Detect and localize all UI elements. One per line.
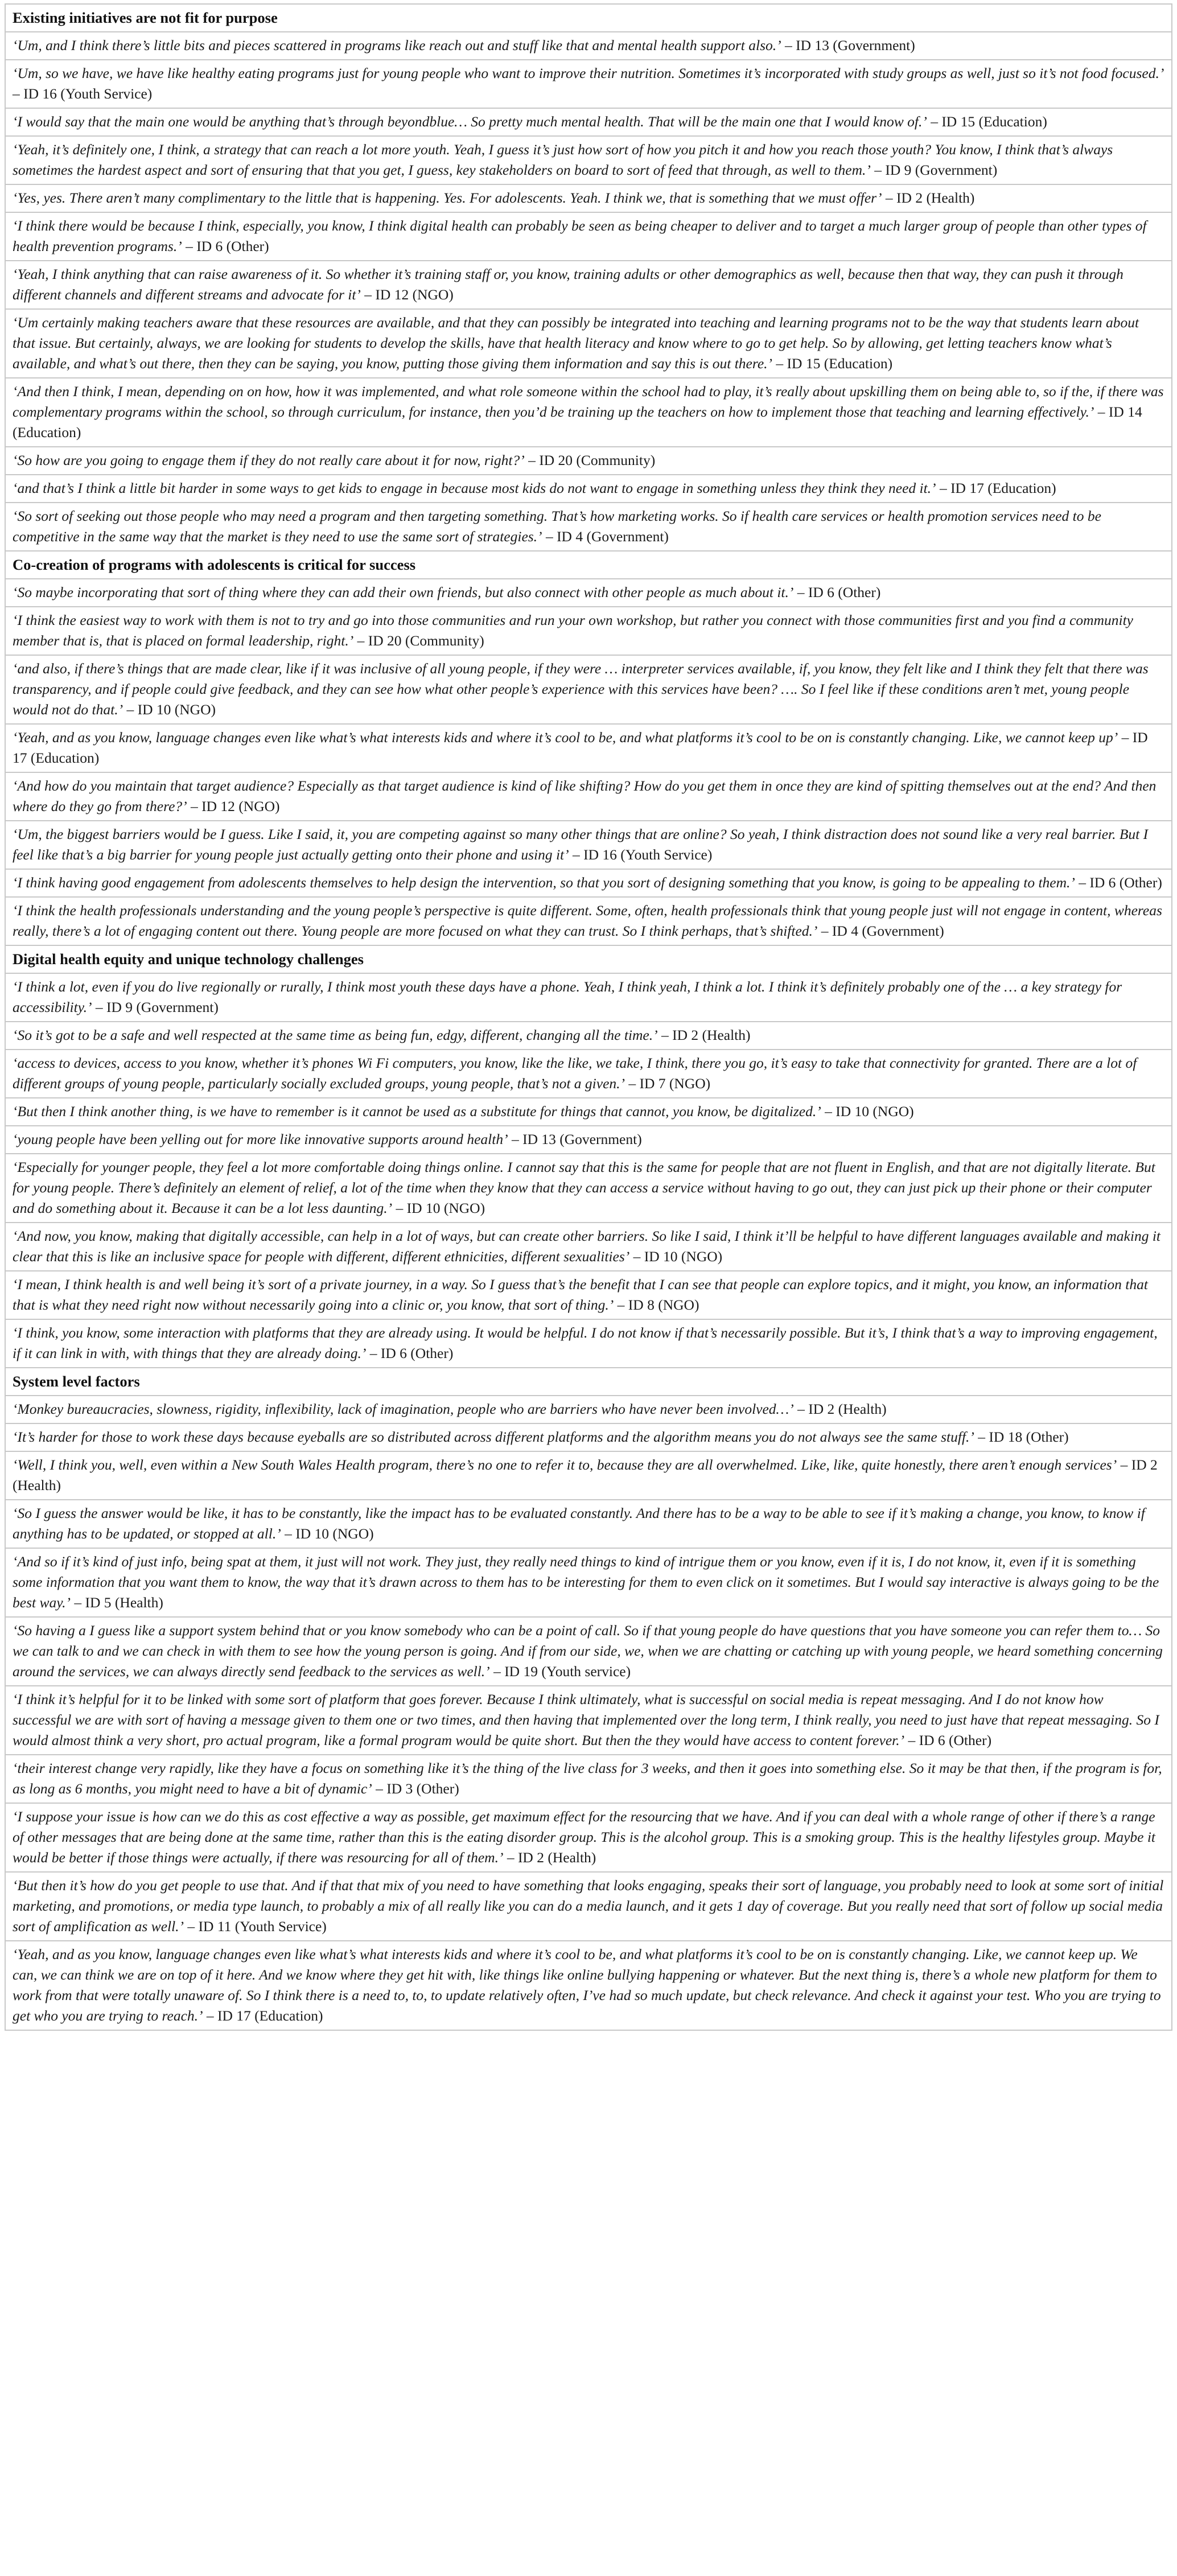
quote-cell bbox=[5, 32, 1172, 60]
quote-cell bbox=[5, 1022, 1172, 1050]
quote-cell bbox=[5, 1755, 1172, 1803]
quote-text: ‘and that’s I think a little bit harder in some ways to get kids to engage in because most kids do not want to engage in something unless they think they need it.’ bbox=[13, 480, 936, 496]
quote-text: ‘But then I think another thing, is we have to remember is it cannot be used as a substitute for things that cannot, you know, be digitalized.’ bbox=[13, 1103, 821, 1120]
quote-cell bbox=[5, 447, 1172, 475]
quote-row bbox=[5, 1271, 1172, 1319]
quote-text: ‘I would say that the main one would be anything that’s through beyondblue… So pretty much mental health. That will be the main one that I would know of.’ bbox=[13, 113, 927, 130]
quote-text: ‘I think it’s helpful for it to be linked with some sort of platform that goes forever. Because I think ultimately, what is successful on social media is repeat messaging. And I do not know how successful we are with sort of having a message given to them one or two times, and then having that implemented over the long term, I think really, you need to just have that repeat messaging. So I would almost think a very short, pro actual program, like a formal program would be quite short. But then the they would have access to content forever.’ bbox=[13, 1691, 1159, 1748]
quote-text: ‘I think, you know, some interaction with platforms that they are already using. It would be helpful. I do not know if that’s necessarily possible. But it’s, I think that’s a way to improving engagement, if it can link in with, with things that they are already doing.’ bbox=[13, 1324, 1158, 1361]
quote-cell bbox=[5, 1396, 1172, 1423]
quote-row bbox=[5, 1319, 1172, 1368]
participant-attribution: – ID 17 (Education) bbox=[936, 480, 1056, 496]
quote-text: ‘I suppose your issue is how can we do this as cost effective a way as possible, get maximum effect for the resourcing that we have. And if you can deal with a whole range of other if there’s a range of other messages that are being done at the same time, rather than this is the eating disorder group. This is the alcohol group. This is a smoking group. This is the healthy lifestyles group. Maybe it would be better if those things were actually, if there was resourcing for all of them.’ bbox=[13, 1808, 1156, 1866]
quote-cell bbox=[5, 1451, 1172, 1500]
quote-text: ‘Um, so we have, we have like healthy eating programs just for young people who want to improve their nutrition. Sometimes it’s incorporated with study groups as well, just so it’s not food focused.’ bbox=[13, 65, 1164, 81]
quote-cell bbox=[5, 1098, 1172, 1126]
quote-row bbox=[5, 1098, 1172, 1126]
quote-cell bbox=[5, 378, 1172, 447]
quote-cell bbox=[5, 1319, 1172, 1368]
theme-heading: Co-creation of programs with adolescents is critical for success bbox=[5, 551, 1172, 579]
quote-text: ‘access to devices, access to you know, whether it’s phones Wi Fi computers, you know, like the like, we take, I think, there you go, it’s easy to take that connectivity for granted. There are a lot of different groups of young people, particularly socially excluded groups, young people, that’s not a given.’ bbox=[13, 1055, 1137, 1092]
quote-row bbox=[5, 973, 1172, 1022]
participant-attribution: – ID 20 (Community) bbox=[353, 632, 484, 649]
participant-attribution: – ID 13 (Government) bbox=[781, 37, 915, 54]
quote-row bbox=[5, 1154, 1172, 1223]
participant-attribution: – ID 2 (Health) bbox=[793, 1401, 887, 1417]
quote-text: ‘So it’s got to be a safe and well respected at the same time as being fun, edgy, different, changing all the time.’ bbox=[13, 1027, 658, 1043]
participant-attribution: – ID 9 (Government) bbox=[870, 162, 998, 178]
quote-text: ‘I mean, I think health is and well being it’s sort of a private journey, in a way. So I guess that’s the benefit that I can see that people can explore topics, and it might, you know, an information that that is what they need right now without necessarily going into a clinic or, you know, that sort of thing.’ bbox=[13, 1276, 1148, 1313]
quote-cell bbox=[5, 1126, 1172, 1154]
quote-cell bbox=[5, 60, 1172, 108]
quote-cell bbox=[5, 1872, 1172, 1941]
quote-cell bbox=[5, 184, 1172, 212]
participant-attribution: – ID 2 (Health) bbox=[503, 1849, 596, 1866]
participant-attribution: – ID 7 (NGO) bbox=[625, 1075, 711, 1092]
quote-cell bbox=[5, 1223, 1172, 1271]
quote-row bbox=[5, 32, 1172, 60]
quote-row bbox=[5, 503, 1172, 551]
quote-row bbox=[5, 1223, 1172, 1271]
quote-text: ‘I think there would be because I think, especially, you know, I think digital health can probably be seen as being cheaper to deliver and to target a much larger group of people than other types of health prevention programs.’ bbox=[13, 217, 1147, 254]
quote-row bbox=[5, 60, 1172, 108]
participant-attribution: – ID 20 (Community) bbox=[524, 452, 656, 468]
participant-attribution: – ID 2 (Health) bbox=[657, 1027, 751, 1043]
quote-text: ‘and also, if there’s things that are made clear, like if it was inclusive of all young people, if they were … interpreter services available, if, you know, they felt like and I think they felt that there was transparency, and if people could give feedback, and they can see how what other people’s experience with this services have been? …. So I feel like if these conditions aren’t met, young people would not do that.’ bbox=[13, 660, 1149, 718]
participant-attribution: – ID 6 (Other) bbox=[793, 584, 881, 600]
quote-text: ‘So having a I guess like a support system behind that or you know somebody who can be a point of call. So if that young people do have questions that you have someone you can refer them to… So we can talk to and we can check in with them to see how the young person is going. And if from our side, we, when we are chatting or catching up with young people, we heard something concerning around the services, we can always directly send feedback to the services as well.’ bbox=[13, 1622, 1163, 1680]
quote-row bbox=[5, 897, 1172, 945]
quote-text: ‘So sort of seeking out those people who may need a program and then targeting something. That’s how marketing works. So if health care services or health promotion services need to be competitive in the same way that the market is they need to use the same sort of strategies.’ bbox=[13, 508, 1101, 545]
quote-cell bbox=[5, 261, 1172, 309]
quote-row bbox=[5, 447, 1172, 475]
participant-attribution: – ID 18 (Other) bbox=[974, 1429, 1069, 1445]
quote-cell bbox=[5, 1154, 1172, 1223]
quote-cell bbox=[5, 1686, 1172, 1755]
quote-text: ‘And how do you maintain that target audience? Especially as that target audience is kind of like shifting? How do you get them in once they are kind of spitting themselves out at the end? And then where do they go from there?’ bbox=[13, 777, 1157, 814]
participant-attribution: – ID 14 (Education) bbox=[13, 404, 1142, 441]
quote-text: ‘Yeah, and as you know, language changes even like what’s what interests kids and where it’s cool to be, and what platforms it’s cool to be on is constantly changing. Like, we cannot keep up’ bbox=[13, 729, 1118, 746]
quote-text: ‘young people have been yelling out for more like innovative supports around health’ bbox=[13, 1131, 508, 1147]
quote-row bbox=[5, 136, 1172, 184]
participant-attribution: – ID 12 (NGO) bbox=[187, 798, 280, 814]
quote-row bbox=[5, 309, 1172, 378]
quote-cell bbox=[5, 655, 1172, 724]
quote-cell bbox=[5, 108, 1172, 136]
quote-text: ‘Um, the biggest barriers would be I guess. Like I said, it, you are competing against so many other things that are online? So yeah, I think distraction does not sound like a very real barrier. But I feel like that’s a big barrier for young people just actually getting onto their phone and using it’ bbox=[13, 826, 1149, 863]
quote-row bbox=[5, 108, 1172, 136]
quote-text: ‘I think the health professionals understanding and the young people’s perspective is quite different. Some, often, health professionals think that young people just will not engage in content, whereas really, there’s a lot of engaging content out there. Young people are more focused on what they can trust. So I think perhaps, that’s shifted.’ bbox=[13, 902, 1162, 939]
quote-row bbox=[5, 1803, 1172, 1872]
quote-row bbox=[5, 1548, 1172, 1617]
quote-text: ‘Especially for younger people, they feel a lot more comfortable doing things online. I cannot say that this is the same for people that are not fluent in English, and that are not digitally literate. But for young people. There’s definitely an element of relief, a lot of the time when they know that they can access a service without having to go out, they can just pick up their phone or their computer and do something about it. Because it can be a lot less daunting.’ bbox=[13, 1159, 1155, 1216]
quote-row bbox=[5, 724, 1172, 772]
quote-row bbox=[5, 1755, 1172, 1803]
participant-attribution: – ID 19 (Youth service) bbox=[489, 1663, 631, 1680]
quote-row bbox=[5, 1872, 1172, 1941]
quote-cell bbox=[5, 897, 1172, 945]
quote-text: ‘their interest change very rapidly, like they have a focus on something like it’s the thing of the live class for 3 weeks, and then it goes into something else. So it may be that then, if the program is for, as long as 6 months, you might need to have a bit of dynamic’ bbox=[13, 1760, 1162, 1797]
theme-heading: System level factors bbox=[5, 1368, 1172, 1396]
quote-row bbox=[5, 378, 1172, 447]
theme-heading-row bbox=[5, 4, 1172, 32]
quote-text: ‘I think a lot, even if you do live regionally or rurally, I think most youth these days have a phone. Yeah, I think yeah, I think a lot. I think it’s definitely probably one of the … a key strategy for accessibility.’ bbox=[13, 978, 1122, 1015]
quote-cell bbox=[5, 212, 1172, 261]
participant-attribution: – ID 10 (NGO) bbox=[629, 1248, 723, 1265]
participant-attribution: – ID 6 (Other) bbox=[366, 1345, 454, 1361]
participant-attribution: – ID 15 (Education) bbox=[927, 113, 1047, 130]
quote-text: ‘And so if it’s kind of just info, being spat at them, it just will not work. They just, they really need things to kind of intrigue them or you know, even if it is, I do not know, it, even if it is something some information that you want them to know, the way that it’s drawn across to them has to be interesting for them to even click on it sometimes. But I would say interactive is always going to be the best way.’ bbox=[13, 1553, 1159, 1611]
quote-text: ‘Well, I think you, well, even within a New South Wales Health program, there’s no one to refer it to, because they are all overwhelmed. Like, like, quite honestly, there aren’t enough services’ bbox=[13, 1456, 1117, 1473]
quote-row bbox=[5, 821, 1172, 869]
quote-cell bbox=[5, 869, 1172, 897]
quote-text: ‘Um, and I think there’s little bits and pieces scattered in programs like reach out and stuff like that and mental health support also.’ bbox=[13, 37, 781, 54]
quote-text: ‘Monkey bureaucracies, slowness, rigidity, inflexibility, lack of imagination, people who are barriers who have never been involved…’ bbox=[13, 1401, 794, 1417]
theme-heading: Digital health equity and unique technology challenges bbox=[5, 945, 1172, 973]
participant-attribution: – ID 15 (Education) bbox=[772, 355, 893, 372]
quote-text: ‘Yes, yes. There aren’t many complimentary to the little that is happening. Yes. For adolescents. Yeah. I think we, that is something that we must offer’ bbox=[13, 190, 882, 206]
quote-text: ‘Yeah, it’s definitely one, I think, a strategy that can reach a lot more youth. Yeah, I guess it’s just how sort of how you pitch it and how you reach those youth? You know, I think that’s always sometimes the hardest aspect and sort of ensuring that that you get, I guess, key stakeholders on board to sort of feed that through, as well to them.’ bbox=[13, 141, 1113, 178]
quote-text: ‘So how are you going to engage them if they do not really care about it for now, right?’ bbox=[13, 452, 525, 468]
participant-attribution: – ID 16 (Youth Service) bbox=[13, 85, 153, 102]
quote-cell bbox=[5, 1423, 1172, 1451]
participant-attribution: – ID 17 (Education) bbox=[13, 729, 1148, 766]
quote-cell bbox=[5, 475, 1172, 503]
participant-attribution: – ID 8 (NGO) bbox=[614, 1297, 699, 1313]
quote-text: ‘So maybe incorporating that sort of thing where they can add their own friends, but also connect with other people as much about it.’ bbox=[13, 584, 794, 600]
quote-row bbox=[5, 1423, 1172, 1451]
quote-row bbox=[5, 1686, 1172, 1755]
quote-row bbox=[5, 261, 1172, 309]
quote-row bbox=[5, 212, 1172, 261]
quote-text: ‘Um certainly making teachers aware that these resources are available, and that they can possibly be integrated into teaching and learning programs not to be the way that students learn about that issue. But certainly, always, we are looking for students to develop the skills, have that health literacy and know where to go to get help. So by allowing, get letting teachers know what’s available, and what’s out there, then they can be saying, you know, putting those giving them information and say this is out there.’ bbox=[13, 314, 1139, 372]
participant-attribution: – ID 2 (Health) bbox=[13, 1456, 1158, 1493]
theme-heading-row bbox=[5, 945, 1172, 973]
quote-row bbox=[5, 184, 1172, 212]
quote-row bbox=[5, 1126, 1172, 1154]
participant-attribution: – ID 2 (Health) bbox=[882, 190, 975, 206]
quote-text: ‘And then I think, I mean, depending on on how, how it was implemented, and what role someone within the school had to play, it’s really about upskilling them on being able to, so if the, if there was complementary programs within the school, so through curriculum, for instance, then you’d be training up the teachers on how to implement those that teaching and learning effectively.’ bbox=[13, 383, 1164, 420]
quote-cell bbox=[5, 579, 1172, 607]
quote-text: ‘But then it’s how do you get people to use that. And if that that mix of you need to have something that looks engaging, speaks their sort of language, you probably need to look at some sort of initial marketing, and promotions, or media type launch, to probably a mix of all really like you can do a media launch, and it gets 1 day of coverage. But you really need that sort of follow up social media sort of amplification as well.’ bbox=[13, 1877, 1164, 1935]
quote-row bbox=[5, 772, 1172, 821]
participant-attribution: – ID 11 (Youth Service) bbox=[184, 1918, 327, 1935]
quote-text: ‘And now, you know, making that digitally accessible, can help in a lot of ways, but can create other barriers. So like I said, I think it’ll be helpful to have different languages available and making it clear that this is like an inclusive space for people with different, different ethnicities, different sexualities’ bbox=[13, 1228, 1160, 1265]
quote-cell bbox=[5, 1271, 1172, 1319]
quote-row bbox=[5, 475, 1172, 503]
quote-cell bbox=[5, 309, 1172, 378]
quote-text: ‘I think having good engagement from adolescents themselves to help design the intervention, so that you sort of designing something that you know, is going to be appealing to them.’ bbox=[13, 874, 1075, 891]
participant-attribution: – ID 10 (NGO) bbox=[821, 1103, 914, 1120]
quote-row bbox=[5, 607, 1172, 655]
quote-cell bbox=[5, 772, 1172, 821]
quote-row bbox=[5, 1396, 1172, 1423]
quote-row bbox=[5, 869, 1172, 897]
theme-heading: Existing initiatives are not fit for purpose bbox=[5, 4, 1172, 32]
quote-cell bbox=[5, 1803, 1172, 1872]
participant-attribution: – ID 16 (Youth Service) bbox=[569, 846, 713, 863]
quote-row bbox=[5, 1500, 1172, 1548]
participant-attribution: – ID 10 (NGO) bbox=[123, 701, 216, 718]
participant-attribution: – ID 12 (NGO) bbox=[360, 286, 454, 303]
participant-attribution: – ID 3 (Other) bbox=[372, 1780, 459, 1797]
participant-attribution: – ID 9 (Government) bbox=[92, 999, 219, 1015]
participant-attribution: – ID 6 (Other) bbox=[904, 1732, 992, 1748]
quote-row bbox=[5, 1022, 1172, 1050]
quote-cell bbox=[5, 1617, 1172, 1686]
quote-row bbox=[5, 655, 1172, 724]
quote-cell bbox=[5, 973, 1172, 1022]
quote-cell bbox=[5, 607, 1172, 655]
quotes-table-body bbox=[5, 4, 1172, 2030]
participant-attribution: – ID 6 (Other) bbox=[182, 238, 269, 254]
quotes-table bbox=[5, 3, 1172, 2031]
participant-attribution: – ID 5 (Health) bbox=[71, 1594, 163, 1611]
quote-row bbox=[5, 1617, 1172, 1686]
participant-attribution: – ID 4 (Government) bbox=[817, 923, 944, 939]
participant-attribution: – ID 6 (Other) bbox=[1075, 874, 1162, 891]
quote-cell bbox=[5, 1941, 1172, 2030]
participant-attribution: – ID 10 (NGO) bbox=[392, 1200, 485, 1216]
quote-cell bbox=[5, 1500, 1172, 1548]
quote-text: ‘I think the easiest way to work with them is not to try and go into those communities and run your own workshop, but rather you connect with those communities first and you find a community member that is, that is placed on formal leadership, right.’ bbox=[13, 612, 1133, 649]
theme-heading-row bbox=[5, 1368, 1172, 1396]
quote-cell bbox=[5, 1050, 1172, 1098]
participant-attribution: – ID 10 (NGO) bbox=[281, 1525, 374, 1542]
quote-row bbox=[5, 579, 1172, 607]
quote-text: ‘Yeah, and as you know, language changes even like what’s what interests kids and where it’s cool to be, and what platforms it’s cool to be on is constantly changing. Like, we cannot keep up. We can, we can think we are on top of it here. And we know where they get hit with, like things like online bullying happening or whatever. But the next thing is, there’s a whole new platform for them to work from that were totally unaware of. So I think there is a need to, to, to update relatively often, I’ve had so much update, but check relevance. And check it against your test. Who you are trying to get who you are trying to reach.’ bbox=[13, 1946, 1161, 2024]
quote-cell bbox=[5, 1548, 1172, 1617]
quote-cell bbox=[5, 136, 1172, 184]
participant-attribution: – ID 17 (Education) bbox=[203, 2007, 323, 2024]
quote-cell bbox=[5, 503, 1172, 551]
quote-row bbox=[5, 1050, 1172, 1098]
quote-cell bbox=[5, 821, 1172, 869]
quote-text: ‘So I guess the answer would be like, it has to be constantly, like the impact has to be evaluated constantly. And there has to be a way to be able to see if it’s making a change, you know, to know if anything has to be updated, or stopped at all.’ bbox=[13, 1505, 1145, 1542]
quote-text: ‘Yeah, I think anything that can raise awareness of it. So whether it’s training staff or, you know, training adults or other demographics as well, because then that way, they can push it through different channels and different streams and advocate for it’ bbox=[13, 266, 1124, 303]
participant-attribution: – ID 4 (Government) bbox=[542, 528, 669, 545]
quote-cell bbox=[5, 724, 1172, 772]
quote-row bbox=[5, 1451, 1172, 1500]
participant-attribution: – ID 13 (Government) bbox=[508, 1131, 642, 1147]
theme-heading-row bbox=[5, 551, 1172, 579]
quote-text: ‘It’s harder for those to work these days because eyeballs are so distributed across different platforms and the algorithm means you do not always see the same stuff.’ bbox=[13, 1429, 974, 1445]
quote-row bbox=[5, 1941, 1172, 2030]
